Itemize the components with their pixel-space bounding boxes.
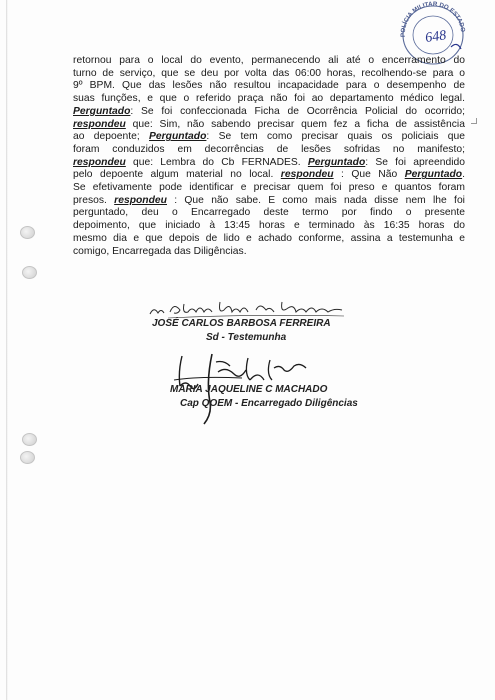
answer-label: respondeu: [114, 194, 167, 206]
testimony-text: [73, 55, 465, 258]
seal-page-number: 648: [424, 28, 448, 47]
text-line: comigo, Encarregada das Diligências.: [73, 245, 247, 257]
text-line: foram conduzidos em decorrências de lesões sofridas no manifesto;: [73, 143, 465, 155]
text-fragment: ao depoente;: [73, 131, 150, 143]
punch-hole: [22, 433, 37, 446]
text-fragment: : Que Não: [333, 169, 405, 181]
question-label: Perguntado: [73, 105, 131, 117]
punch-hole: [22, 266, 37, 279]
answer-label: respondeu: [73, 156, 126, 168]
text-fragment: : Que não sabe. E como mais nada disse nem lhe foi: [167, 194, 465, 206]
text-fragment: : Se foi apreendido: [365, 156, 465, 168]
text-line: suas funções, e que o referido praça não foi ao departamento médico legal.: [73, 93, 465, 105]
question-label: Perguntado: [307, 156, 366, 168]
witness-name: JOSÉ CARLOS BARBOSA FERREIRA: [152, 318, 331, 329]
text-line: mesmo dia e que depois de lido e achado conforme, assina a testemunha e: [73, 232, 465, 244]
page-edge: [6, 0, 8, 700]
text-line: [73, 195, 465, 208]
witness-role: Sd - Testemunha: [206, 332, 287, 343]
answer-label: respondeu: [73, 118, 126, 130]
text-line: [73, 106, 465, 119]
question-label: Perguntado: [404, 169, 463, 181]
scan-mark: [471, 118, 477, 124]
text-line: [73, 157, 465, 170]
text-fragment: : Se tem como precisar quais os policiais que: [206, 131, 465, 143]
punch-hole: [20, 451, 35, 464]
text-line: depoimento, que iniciado à 13:45 horas e terminado às 16:35 horas do: [73, 220, 465, 232]
text-line: [73, 119, 465, 132]
text-line: 9º BPM. Que das lesões não resultou incapacidade para o desempenho de: [73, 80, 465, 92]
text-fragment: .: [462, 169, 465, 181]
text-line: retornou para o local do evento, permanecendo ali até o encerramento do: [73, 55, 465, 66]
text-line: Se efetivamente pode identificar e precisar quem foi preso e quantos foram: [73, 182, 465, 194]
text-fragment: que: Lembra do Cb FERNADES.: [125, 156, 308, 168]
text-fragment: pelo depoente algum material no local.: [73, 169, 281, 181]
answer-label: respondeu: [280, 169, 334, 181]
text-fragment: : Se foi confeccionada Ficha de Ocorrência Policial do ocorrido;: [130, 105, 465, 117]
question-label: Perguntado: [149, 131, 207, 143]
officer-name: MARIA JAQUELINE C MACHADO: [170, 384, 328, 395]
text-line: turno de serviço, que se deu por volta das 06:00 horas, recolhendo-se para o: [73, 67, 465, 79]
text-line: [73, 169, 465, 182]
witness-handwritten-signature: [148, 296, 348, 320]
text-line: [73, 131, 465, 144]
officer-role: Cap QOEM - Encarregado Diligências: [180, 398, 358, 409]
punch-hole: [20, 226, 35, 239]
seal-ring-text: POLÍCIA MILITAR DO ESTADO: [399, 1, 467, 38]
text-fragment: presos.: [73, 194, 115, 206]
text-fragment: que: Sim, não sabendo precisar quem fez a ficha de assistência: [125, 118, 465, 130]
text-line: perguntado, deu o Encarregado deste termo por findo o presente: [73, 207, 465, 219]
